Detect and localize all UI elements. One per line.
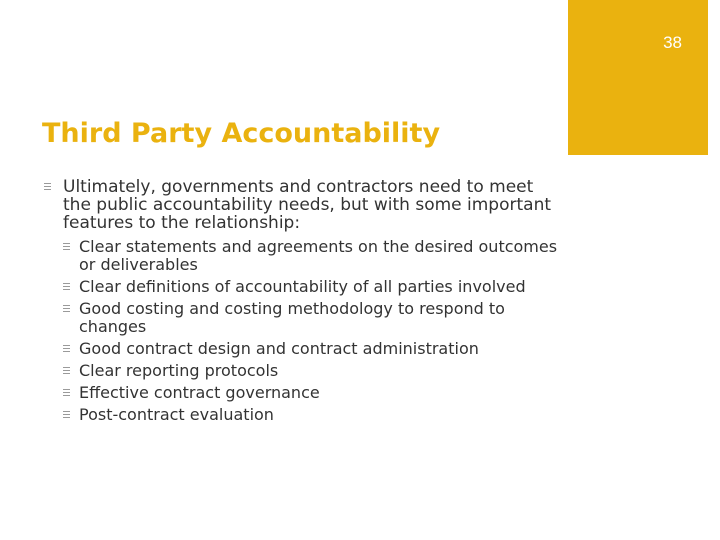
sub-bullet-text: Clear reporting protocols (79, 361, 279, 380)
bullet-icon (44, 183, 51, 190)
sub-bullet-item (63, 406, 564, 424)
bullet-icon (63, 411, 70, 418)
sub-bullet-item (63, 340, 564, 358)
sub-bullet-list (44, 238, 564, 424)
sub-bullet-text: Clear definitions of accountability of all parties involved (79, 277, 526, 296)
bullet-icon (63, 389, 70, 396)
sub-bullet-text: Post-contract evaluation (79, 405, 274, 424)
sub-bullet-item (63, 278, 564, 296)
bullet-item (44, 178, 564, 232)
slide-content (44, 178, 564, 428)
sub-bullet-item (63, 300, 564, 336)
bullet-icon (63, 345, 70, 352)
bullet-icon (63, 367, 70, 374)
sub-bullet-text: Good contract design and contract administration (79, 339, 479, 358)
sub-bullet-item (63, 384, 564, 402)
sub-bullet-item (63, 238, 564, 274)
slide-number-box (568, 0, 708, 155)
sub-bullet-text: Clear statements and agreements on the desired outcomes or deliverables (79, 237, 558, 274)
sub-bullet-text: Good costing and costing methodology to respond to changes (79, 299, 505, 336)
slide-title: Third Party Accountability (42, 118, 441, 149)
bullet-icon (63, 305, 70, 312)
sub-bullet-item (63, 362, 564, 380)
bullet-icon (63, 243, 70, 250)
bullet-icon (63, 283, 70, 290)
slide-number: 38 (663, 33, 682, 52)
bullet-text: Ultimately, governments and contractors need to meet the public accountability needs, but with some important features to the relationship: (63, 177, 552, 233)
sub-bullet-text: Effective contract governance (79, 383, 320, 402)
